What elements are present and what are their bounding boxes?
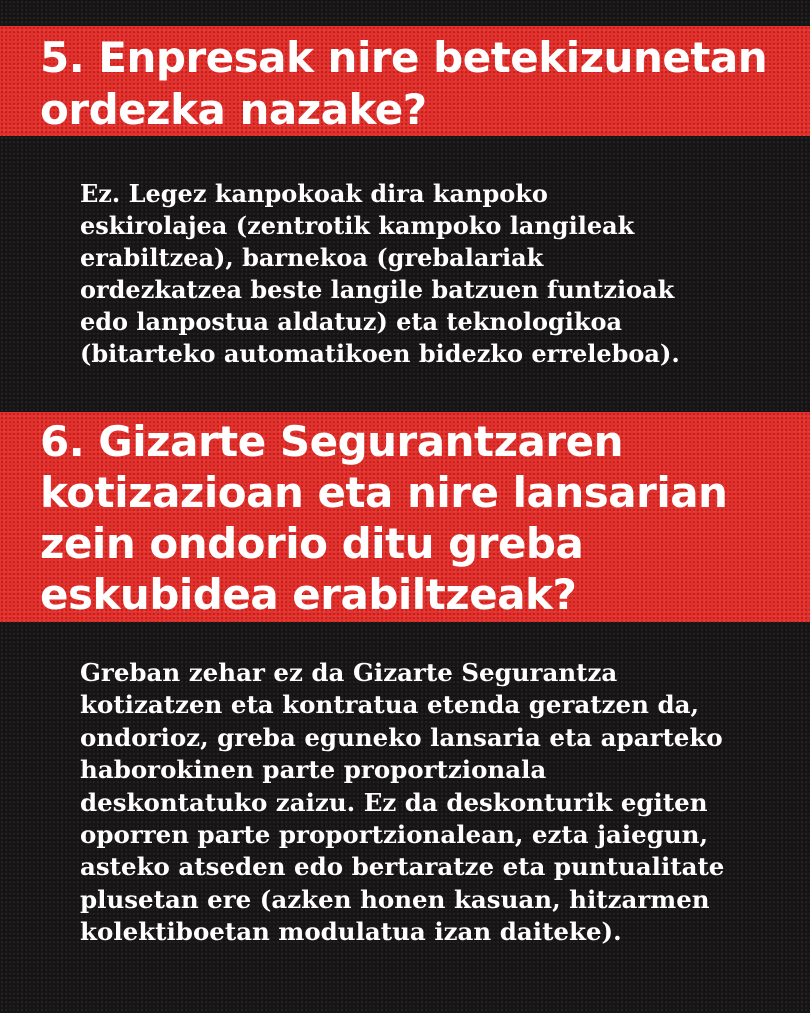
answer-line: erabiltzea), barnekoa (grebalariak [80, 243, 544, 272]
section-5-heading [40, 32, 767, 136]
answer-line: ordezkatzea beste langile batzuen funtzioak [80, 275, 675, 304]
answer-line: ondorioz, greba eguneko lansaria eta aparteko [80, 722, 723, 752]
heading-line: 6. Gizarte Segurantzaren [40, 417, 623, 466]
answer-line: kotizatzen eta kontratua etenda geratzen da, [80, 690, 699, 720]
heading-line: ordezka nazake? [40, 85, 427, 134]
heading-line: zein ondorio ditu greba [40, 519, 584, 568]
section-6-answer [80, 657, 724, 949]
answer-line: Greban zehar ez da Gizarte Segurantza [80, 658, 618, 687]
heading-line: eskubidea erabiltzeak? [40, 570, 577, 619]
answer-line: deskontatuko zaizu. Ez da deskonturik egiten [80, 787, 708, 817]
answer-line: (bitarteko automatikoen bidezko erreleboa). [80, 339, 680, 368]
heading-line: 5. Enpresak nire betekizunetan [40, 33, 768, 82]
section-6-heading [40, 416, 727, 620]
answer-line: kolektiboetan modulatua izan daiteke). [80, 917, 622, 947]
answer-line: edo lanpostua aldatuz) eta teknologikoa [80, 307, 623, 336]
section-5-answer [80, 178, 680, 370]
answer-line: haborokinen parte proportzionala [80, 755, 547, 785]
answer-line: plusetan ere (azken honen kasuan, hitzarmen [80, 884, 710, 914]
answer-line: Ez. Legez kanpokoak dira kanpoko [80, 179, 548, 208]
section-6-heading-band [0, 412, 810, 622]
section-5-heading-band [0, 26, 810, 136]
answer-line: oporren parte proportzionalean, ezta jaiegun, [80, 820, 709, 850]
answer-line: eskirolajea (zentrotik kampoko langileak [80, 211, 635, 240]
heading-line: kotizazioan eta nire lansarian [40, 468, 728, 517]
answer-line: asteko atseden edo bertaratze eta puntualitate [80, 852, 725, 882]
